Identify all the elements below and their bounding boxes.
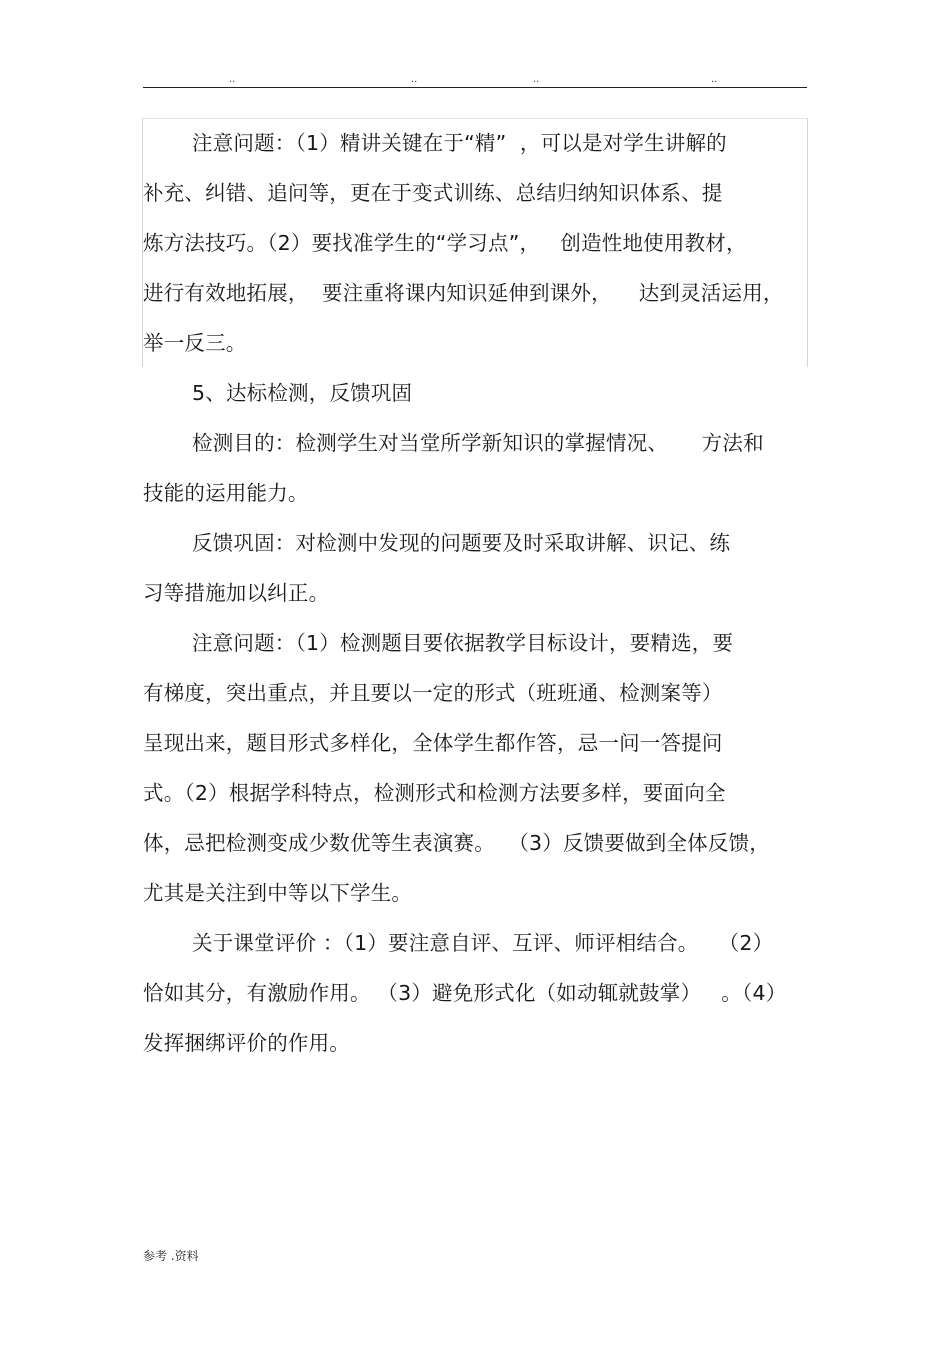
header-mark: .. — [711, 74, 718, 85]
paragraph-1-line-5: 举一反三。 — [143, 331, 247, 355]
section-heading: 5、达标检测，反馈巩固 — [192, 381, 413, 405]
paragraph-5-line-5: 体，忌把检测变成少数优等生表演赛。 （3）反馈要做到全体反馈， — [143, 831, 770, 855]
paragraph-5-line-1: 注意问题：（1）检测题目要依据教学目标设计，要精选，要 — [192, 631, 734, 655]
paragraph-6-line-2: 恰如其分，有激励作用。 （3）避免形式化（如动辄就鼓掌） 。（4） — [143, 981, 787, 1005]
page-footer: 参考 .资料 — [143, 1249, 199, 1263]
header-marks — [0, 74, 950, 86]
paragraph-3-line-2: 技能的运用能力。 — [143, 481, 309, 505]
header-divider — [143, 87, 807, 88]
header-mark: .. — [533, 74, 540, 85]
header-mark: .. — [411, 74, 418, 85]
paragraph-1-line-1: 注意问题：（1）精讲关键在于“精” ，可以是对学生讲解的 — [192, 131, 727, 155]
paragraph-1-line-4: 进行有效地拓展， 要注重将课内知识延伸到课外， 达到灵活运用， — [143, 281, 784, 305]
paragraph-5-line-4: 式。（2）根据学科特点，检测形式和检测方法要多样，要面向全 — [143, 781, 726, 805]
paragraph-5-line-6: 尤其是关注到中等以下学生。 — [143, 881, 413, 905]
paragraph-1-line-3: 炼方法技巧。（2）要找准学生的“学习点”， 创造性地使用教材， — [143, 231, 747, 255]
header-mark: .. — [229, 74, 236, 85]
paragraph-3-line-1: 检测目的：检测学生对当堂所学新知识的掌握情况、 方法和 — [192, 431, 764, 455]
paragraph-4-line-2: 习等措施加以纠正。 — [143, 581, 330, 605]
paragraph-5-line-2: 有梯度，突出重点，并且要以一定的形式（班班通、检测案等） — [143, 681, 723, 705]
paragraph-1-line-2: 补充、纠错、追问等，更在于变式训练、总结归纳知识体系、提 — [143, 181, 723, 205]
paragraph-6-line-3: 发挥捆绑评价的作用。 — [143, 1031, 350, 1055]
paragraph-4-line-1: 反馈巩固：对检测中发现的问题要及时采取讲解、识记、练 — [192, 531, 731, 555]
paragraph-6-line-1: 关于课堂评价 ：（1）要注意自评、互评、师评相结合。 （2） — [192, 931, 774, 955]
paragraph-5-line-3: 呈现出来，题目形式多样化，全体学生都作答，忌一问一答提问 — [143, 731, 723, 755]
